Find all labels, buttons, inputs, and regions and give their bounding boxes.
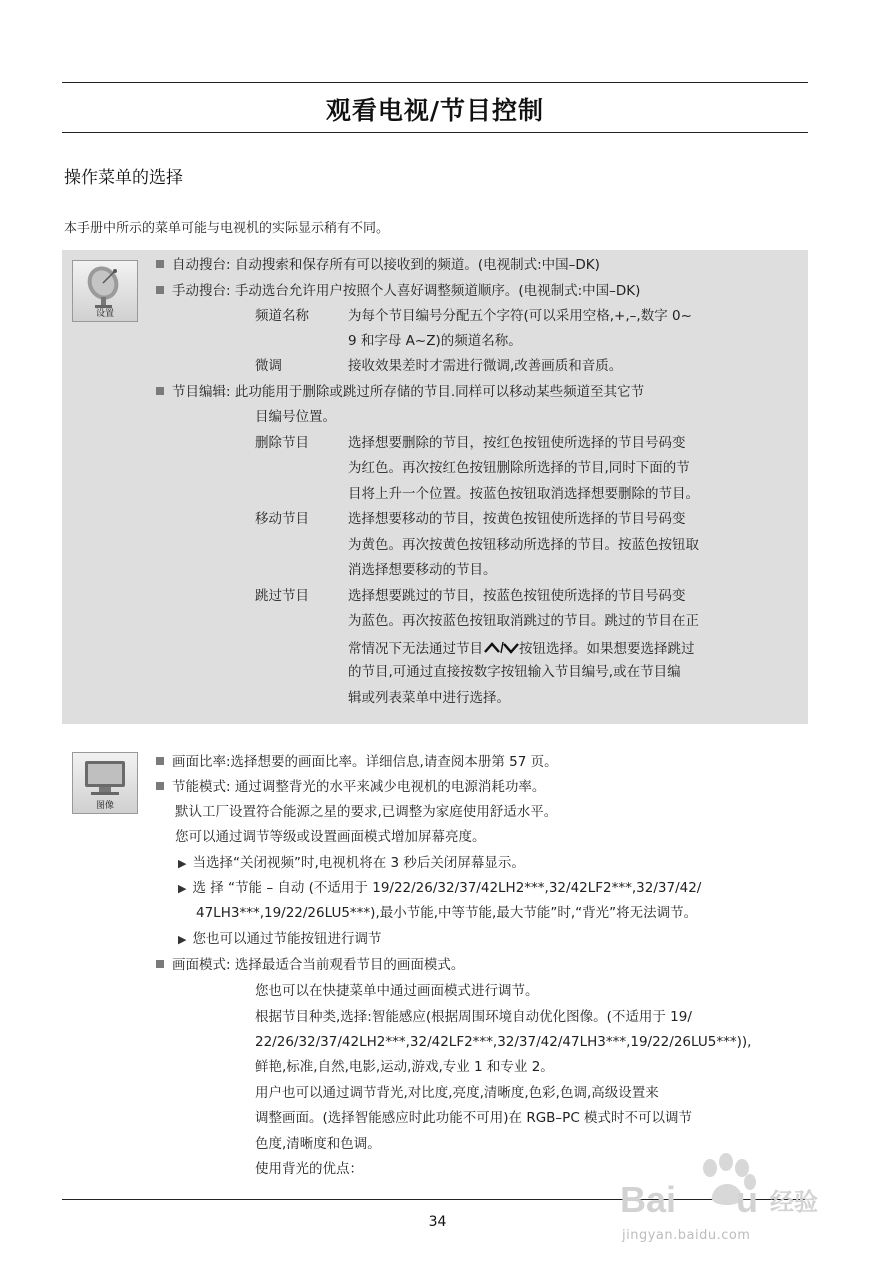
bullet-icon: [156, 387, 164, 395]
list-item: 节能模式: 通过调整背光的水平来减少电视机的电源消耗功率。: [156, 781, 545, 795]
sub-item-text: 为蓝色。再次按蓝色按钮取消跳过的节目。跳过的节目在正: [348, 613, 699, 629]
bullet-icon: [156, 960, 164, 968]
page-number: 34: [428, 1214, 447, 1230]
section-heading: 操作菜单的选择: [64, 168, 183, 188]
paragraph-line: 使用背光的优点：: [255, 1161, 363, 1177]
sub-item-text: 为红色。再次按红色按钮删除所选择的节目,同时下面的节: [348, 460, 690, 476]
sub-item-text: 常情况下无法通过节目 按钮选择。如果想要选择跳过: [348, 641, 695, 657]
paragraph-line: 根据节目种类,选择:智能感应(根据周围环境自动优化图像。(不适用于 19/: [255, 1009, 692, 1025]
sub-item-text: 选择想要跳过的节目，按蓝色按钮使所选择的节目号码变: [348, 588, 686, 604]
list-item: 画面模式: 选择最适合当前观看节目的画面模式。: [156, 959, 464, 973]
satellite-dish-icon: [73, 261, 137, 309]
sub-item-text: 选择想要移动的节目，按黄色按钮使所选择的节目号码变: [348, 511, 686, 527]
intro-note: 本手册中所示的菜单可能与电视机的实际显示稍有不同。: [64, 221, 390, 236]
bullet-icon: [156, 757, 164, 765]
arrow-item: ▶ 您也可以通过节能按钮进行调节: [178, 931, 382, 947]
sub-item-text: 选择想要删除的节目，按红色按钮使所选择的节目号码变: [348, 435, 686, 451]
list-item: 画面比率:选择想要的画面比率。详细信息,请查阅本册第 57 页。: [156, 756, 558, 770]
channel-up-down-icon: [483, 641, 519, 654]
paragraph-line: 22/26/32/37/42LH2***,32/42LF2***,32/37/42/47LH3***,19/22/26LU5***)),: [255, 1034, 752, 1050]
sub-item-text: 目将上升一个位置。按蓝色按钮取消选择想要删除的节目。: [348, 486, 699, 502]
list-item: 节目编辑: 此功能用于删除或跳过所存储的节目.同样可以移动某些频道至其它节: [156, 386, 644, 400]
sub-item-label: 跳过节目: [255, 588, 309, 604]
list-item: 手动搜台: 手动选台允许用户按照个人喜好调整频道顺序。(电视制式:中国–DK): [156, 285, 640, 299]
bullet-icon: [156, 260, 164, 268]
sub-item-label: 频道名称: [255, 308, 309, 324]
picture-menu-icon: [72, 752, 138, 814]
sub-item-label: 移动节目: [255, 511, 309, 527]
watermark-caption: jingyan.baidu.com: [622, 1228, 751, 1243]
arrow-item-continued: 47LH3***,19/22/26LU5***),最小节能,中等节能,最大节能”时,“背光”将无法调节。: [196, 905, 698, 921]
tv-screen-icon: [73, 753, 137, 801]
sub-item-text: 辑或列表菜单中进行选择。: [348, 690, 510, 706]
picture-icon-label: 图像: [95, 801, 114, 811]
setup-icon-label: 设置: [95, 309, 114, 319]
arrow-right-icon: ▶: [178, 933, 187, 946]
top-rule: [62, 82, 808, 83]
svg-text:Bai: Bai: [620, 1179, 677, 1220]
sub-item-text: 接收效果差时才需进行微调,改善画质和音质。: [348, 358, 623, 374]
paragraph-line: 鲜艳,标准,自然,电影,运动,游戏,专业 1 和专业 2。: [255, 1059, 554, 1075]
sub-item-label: 微调: [255, 358, 282, 374]
arrow-right-icon: ▶: [178, 857, 187, 870]
title-underline: [62, 132, 808, 133]
arrow-item: ▶ 当选择“关闭视频”时,电视机将在 3 秒后关闭屏幕显示。: [178, 855, 525, 871]
sub-item-label: 删除节目: [255, 435, 309, 451]
sub-item-text: 消选择想要移动的节目。: [348, 562, 497, 578]
paragraph-line: 用户也可以通过调节背光,对比度,亮度,清晰度,色彩,色调,高级设置来: [255, 1085, 659, 1101]
list-item-continued: 目编号位置。: [255, 409, 336, 425]
sub-item-text: 为黄色。再次按黄色按钮移动所选择的节目。按蓝色按钮取: [348, 537, 699, 553]
setup-menu-icon: [72, 260, 138, 322]
list-item: 自动搜台: 自动搜索和保存所有可以接收到的频道。(电视制式:中国–DK): [156, 259, 600, 273]
paragraph-line: 您也可以在快捷菜单中通过画面模式进行调节。: [255, 983, 539, 999]
paragraph-line: 色度,清晰度和色调。: [255, 1136, 381, 1152]
sub-item-text: 9 和字母 A~Z)的频道名称。: [348, 333, 522, 349]
page-title: 观看电视/节目控制: [325, 96, 545, 125]
paragraph-line: 您可以通过调节等级或设置画面模式增加屏幕亮度。: [175, 829, 486, 845]
paragraph-line: 调整画面。(选择智能感应时此功能不可用)在 RGB–PC 模式时不可以调节: [255, 1110, 693, 1126]
sub-item-text: 为每个节目编号分配五个字符(可以采用空格,+,–,数字 0~: [348, 308, 692, 324]
sub-item-text: 的节目,可通过直接按数字按钮输入节目编号,或在节目编: [348, 664, 681, 680]
arrow-right-icon: ▶: [178, 882, 187, 895]
arrow-item: ▶ 选 择 “节能 – 自动 (不适用于 19/22/26/32/37/42LH2***,32/42LF2***,32/37/42/: [178, 880, 702, 896]
bullet-icon: [156, 782, 164, 790]
svg-text:经验: 经验: [770, 1188, 818, 1216]
bullet-icon: [156, 286, 164, 294]
paragraph-line: 默认工厂设置符合能源之星的要求,已调整为家庭使用舒适水平。: [175, 804, 558, 820]
svg-text:u: u: [736, 1179, 758, 1220]
